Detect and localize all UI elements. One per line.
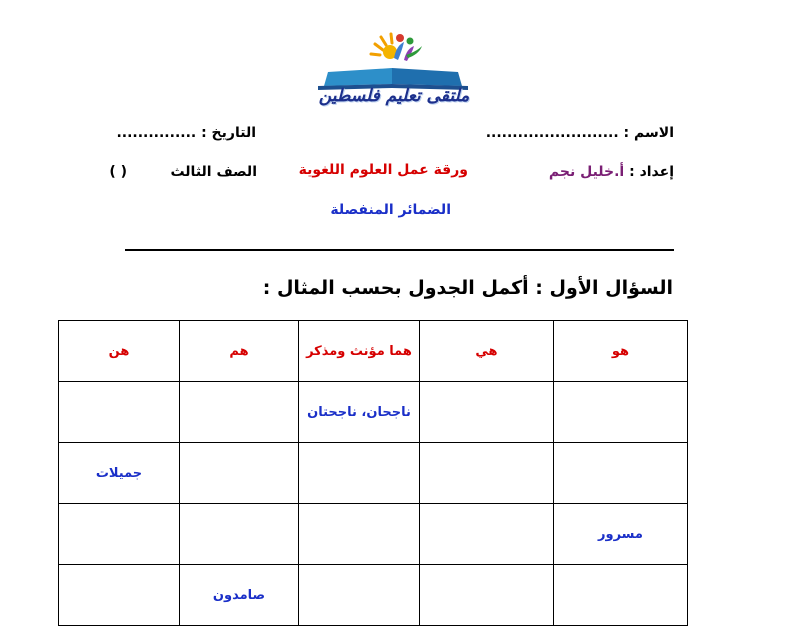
author-line <box>549 164 674 180</box>
table-cell[interactable] <box>180 382 299 443</box>
table-row <box>59 382 688 443</box>
author-name: أ.خليل نجم <box>548 164 625 180</box>
table-row <box>59 443 688 504</box>
table-cell[interactable] <box>299 443 420 504</box>
section-box: ( ) <box>109 164 127 180</box>
table-row <box>59 565 688 626</box>
table-cell[interactable] <box>420 382 554 443</box>
header-cell-huma: هما مؤنث ومذكر <box>299 321 420 382</box>
table-cell[interactable] <box>420 565 554 626</box>
table-cell[interactable] <box>59 382 180 443</box>
table-cell[interactable] <box>299 504 420 565</box>
grade-label: الصف الثالث <box>170 164 257 180</box>
table-cell[interactable] <box>554 382 688 443</box>
header-cell-hiya: هي <box>420 321 554 382</box>
table-cell[interactable] <box>554 443 688 504</box>
table-cell[interactable] <box>299 565 420 626</box>
table-cell[interactable] <box>420 504 554 565</box>
table-cell[interactable] <box>420 443 554 504</box>
name-field: الاسم : ......................... <box>485 125 674 141</box>
table-cell: صامدون <box>180 565 299 626</box>
table-cell: جميلات <box>59 443 180 504</box>
question-title: السؤال الأول : أكمل الجدول بحسب المثال : <box>262 277 673 299</box>
table-cell[interactable] <box>59 504 180 565</box>
table-header-row <box>59 321 688 382</box>
logo <box>288 28 500 108</box>
author-prefix: إعداد : <box>624 164 674 180</box>
date-field: التاريخ : ............... <box>116 125 256 141</box>
table-cell[interactable] <box>180 504 299 565</box>
table-cell[interactable] <box>554 565 688 626</box>
divider <box>125 249 674 251</box>
table-cell[interactable] <box>59 565 180 626</box>
table-cell[interactable] <box>180 443 299 504</box>
pronoun-table <box>58 320 688 626</box>
header-cell-hum: هم <box>180 321 299 382</box>
table-cell: مسرور <box>554 504 688 565</box>
table-row <box>59 504 688 565</box>
header-cell-hunna: هن <box>59 321 180 382</box>
logo-text: ملتقى تعليم فلسطين <box>318 86 470 106</box>
worksheet-title: ورقة عمل العلوم اللغوية <box>298 162 468 178</box>
header-cell-huwa: هو <box>554 321 688 382</box>
topic-title: الضمائر المنفصلة <box>330 202 451 218</box>
table-cell: ناجحان، ناجحتان <box>299 382 420 443</box>
